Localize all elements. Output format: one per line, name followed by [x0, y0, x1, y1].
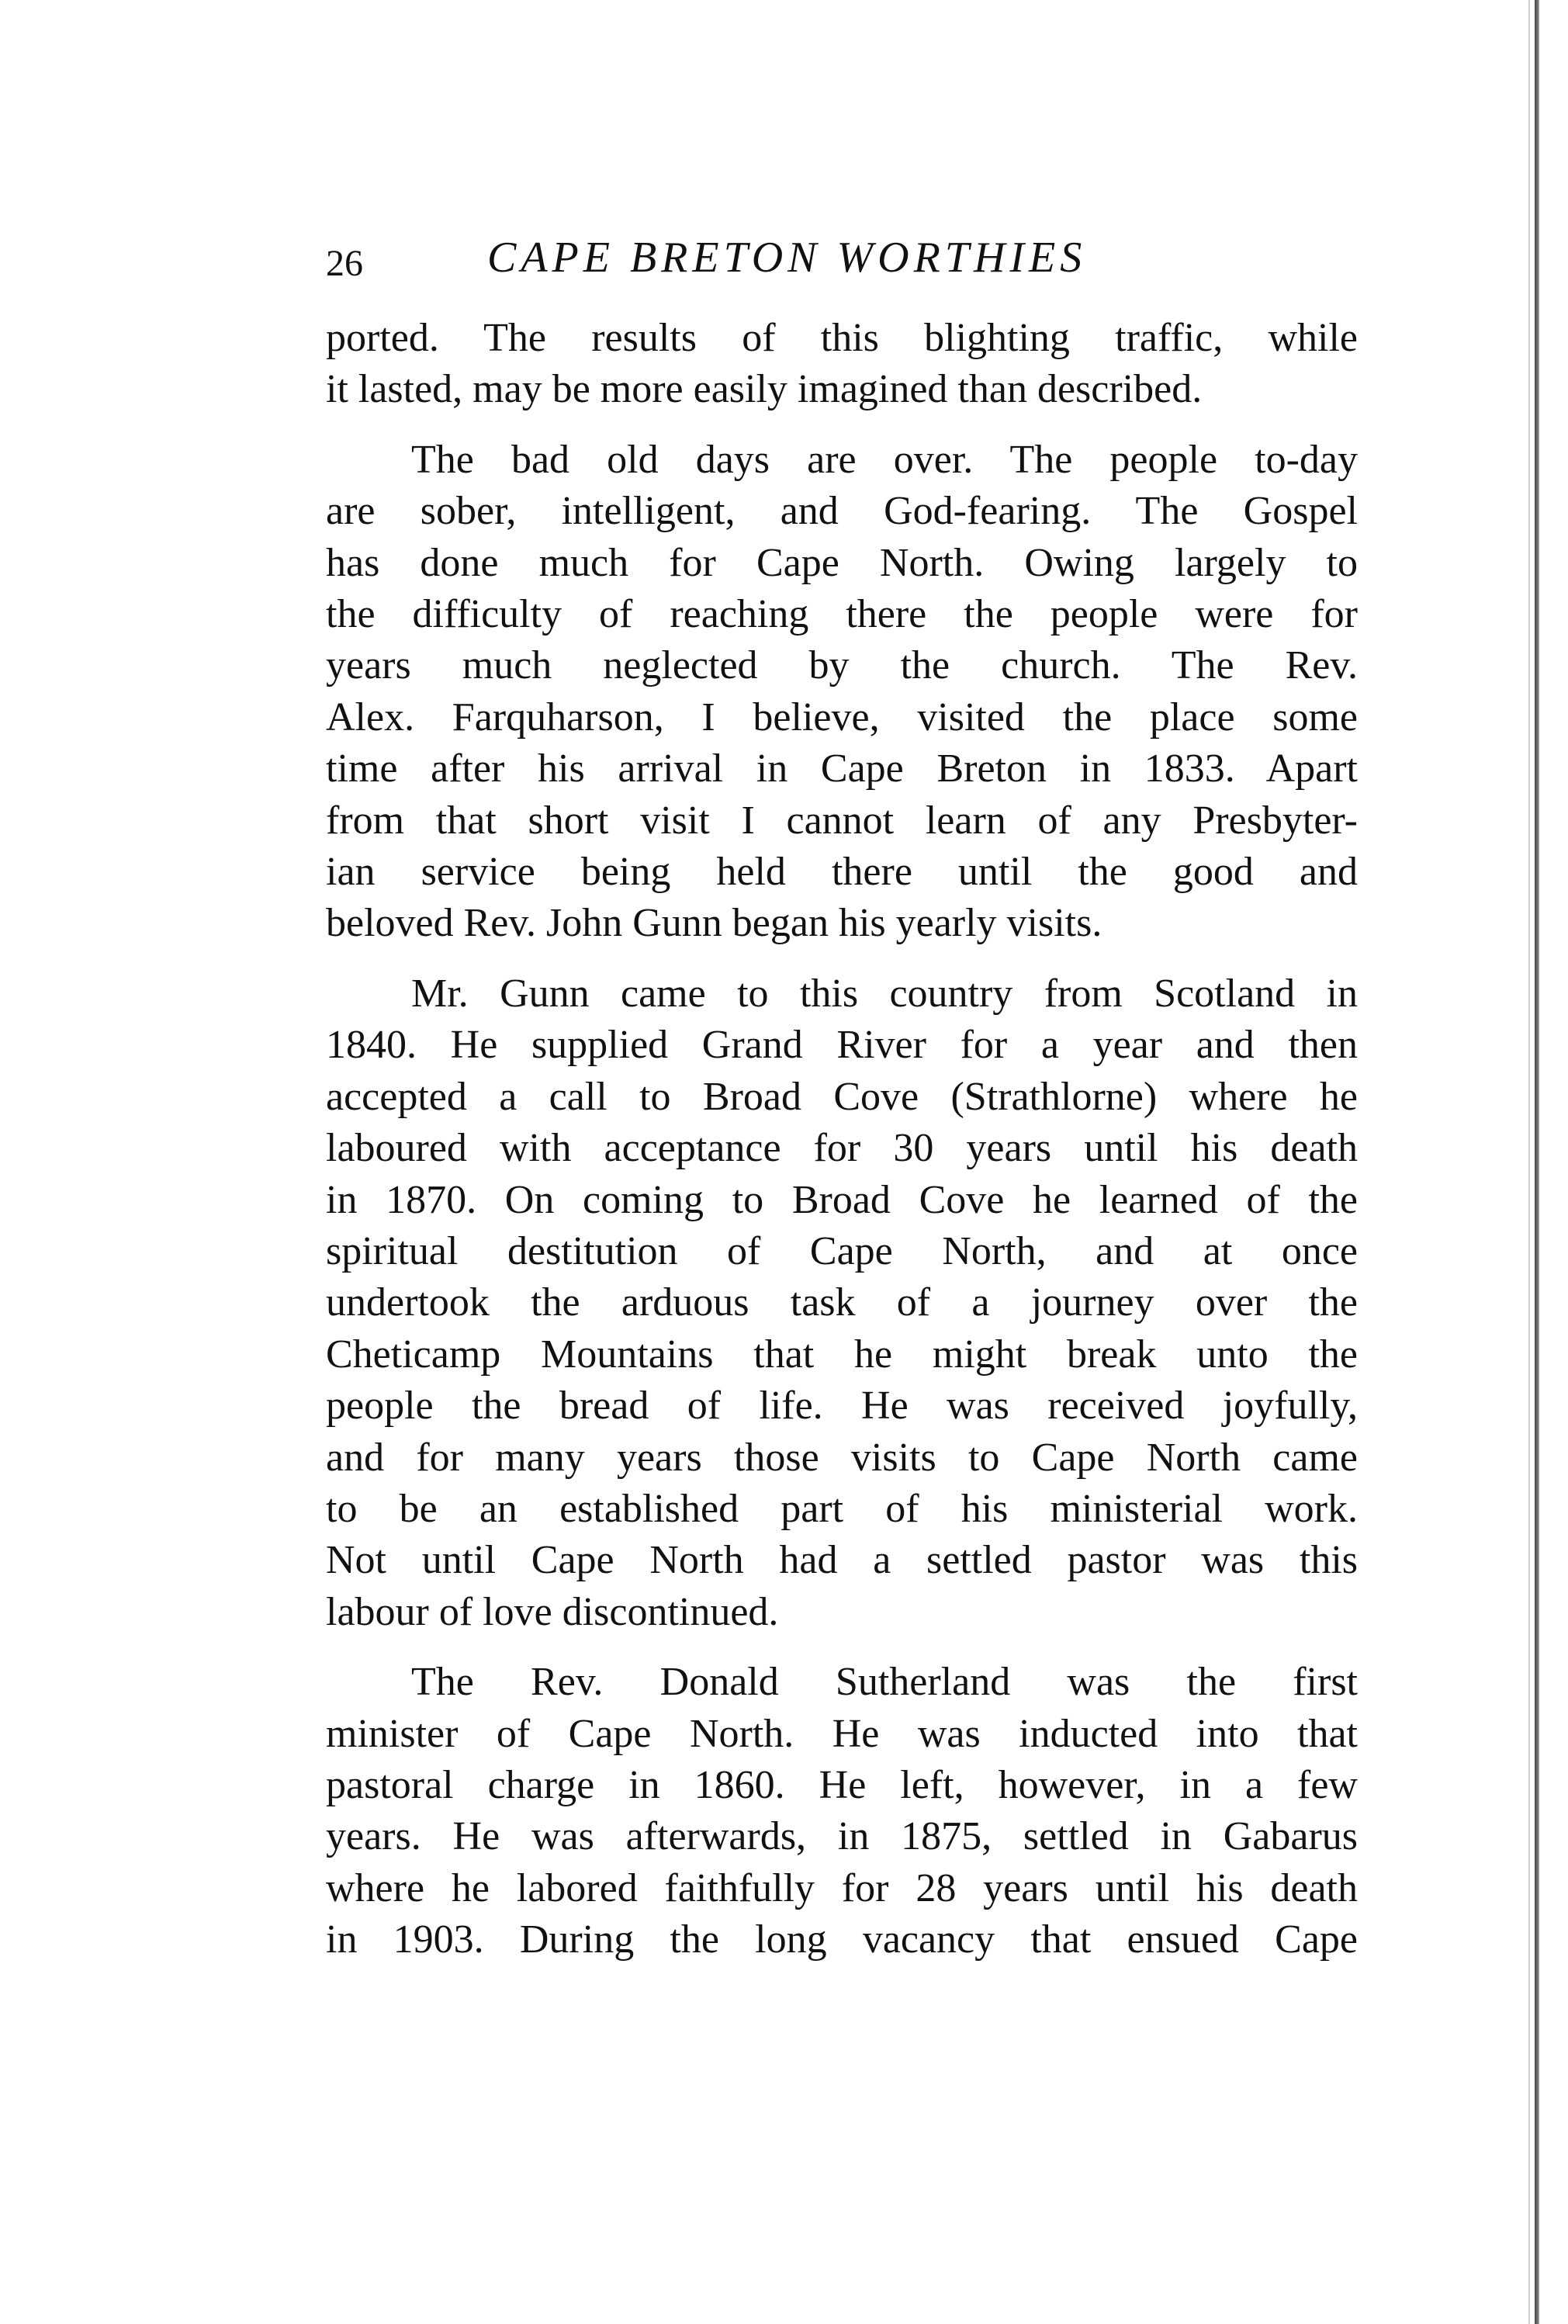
text-line: 1840. He supplied Grand River for a year and then	[326, 1023, 1358, 1068]
text-line: has done much for Cape North. Owing largely to	[326, 540, 1358, 585]
text-line: are sober, intelligent, and God-fearing. The Gospel	[326, 489, 1358, 534]
text-line: years much neglected by the church. The Rev.	[326, 643, 1358, 688]
text-line: minister of Cape North. He was inducted into that	[326, 1711, 1358, 1756]
text-line: from that short visit I cannot learn of any Presbyter-	[326, 798, 1358, 843]
text-line: spiritual destitution of Cape North, and at once	[326, 1228, 1358, 1273]
text-line: to be an established part of his ministerial work.	[326, 1486, 1358, 1531]
paragraph	[326, 1657, 1358, 1966]
text-line: ported. The results of this blighting traffic, while	[326, 316, 1358, 360]
text-line: Cheticamp Mountains that he might break unto the	[326, 1332, 1358, 1377]
text-line: labour of love discontinued.	[326, 1589, 779, 1634]
text-line: in 1870. On coming to Broad Cove he learned of the	[326, 1177, 1358, 1222]
text-line: Alex. Farquharson, I believe, visited the place some	[326, 694, 1358, 739]
text-line: laboured with acceptance for 30 years until his death	[326, 1126, 1358, 1171]
scan-shadow	[1528, 0, 1530, 2324]
page-header	[326, 233, 1358, 303]
text-line: pastoral charge in 1860. He left, however, in a few	[326, 1762, 1358, 1807]
text-line: it lasted, may be more easily imagined than described.	[326, 367, 1203, 412]
text-line: time after his arrival in Cape Breton in 1833. Apart	[326, 746, 1358, 791]
text-line: accepted a call to Broad Cove (Strathlorne) where he	[326, 1074, 1358, 1119]
page-binding-edge	[1535, 0, 1539, 2324]
text-line: Not until Cape North had a settled pastor was this	[326, 1538, 1358, 1583]
paragraph	[326, 968, 1358, 1638]
text-line: Mr. Gunn came to this country from Scotland in	[411, 971, 1358, 1016]
text-line: undertook the arduous task of a journey over the	[326, 1280, 1358, 1325]
text-line: ian service being held there until the good and	[326, 850, 1358, 895]
page-number: 26	[326, 243, 363, 284]
text-line: where he labored faithfully for 28 years until his death	[326, 1865, 1358, 1910]
text-line: years. He was afterwards, in 1875, settled in Gabarus	[326, 1814, 1358, 1859]
text-line: in 1903. During the long vacancy that ensued Cape	[326, 1917, 1358, 1962]
text-line: people the bread of life. He was received joyfully,	[326, 1384, 1358, 1429]
text-line: the difficulty of reaching there the people were for	[326, 592, 1358, 637]
paragraph	[326, 313, 1358, 416]
paragraph	[326, 435, 1358, 950]
running-title: CAPE BRETON WORTHIES	[487, 234, 1087, 282]
text-line: The Rev. Donald Sutherland was the first	[411, 1660, 1358, 1705]
text-line: and for many years those visits to Cape North came	[326, 1435, 1358, 1480]
text-line: The bad old days are over. The people to-day	[411, 437, 1358, 482]
body-text	[326, 313, 1358, 1966]
text-line: beloved Rev. John Gunn began his yearly visits.	[326, 901, 1102, 946]
